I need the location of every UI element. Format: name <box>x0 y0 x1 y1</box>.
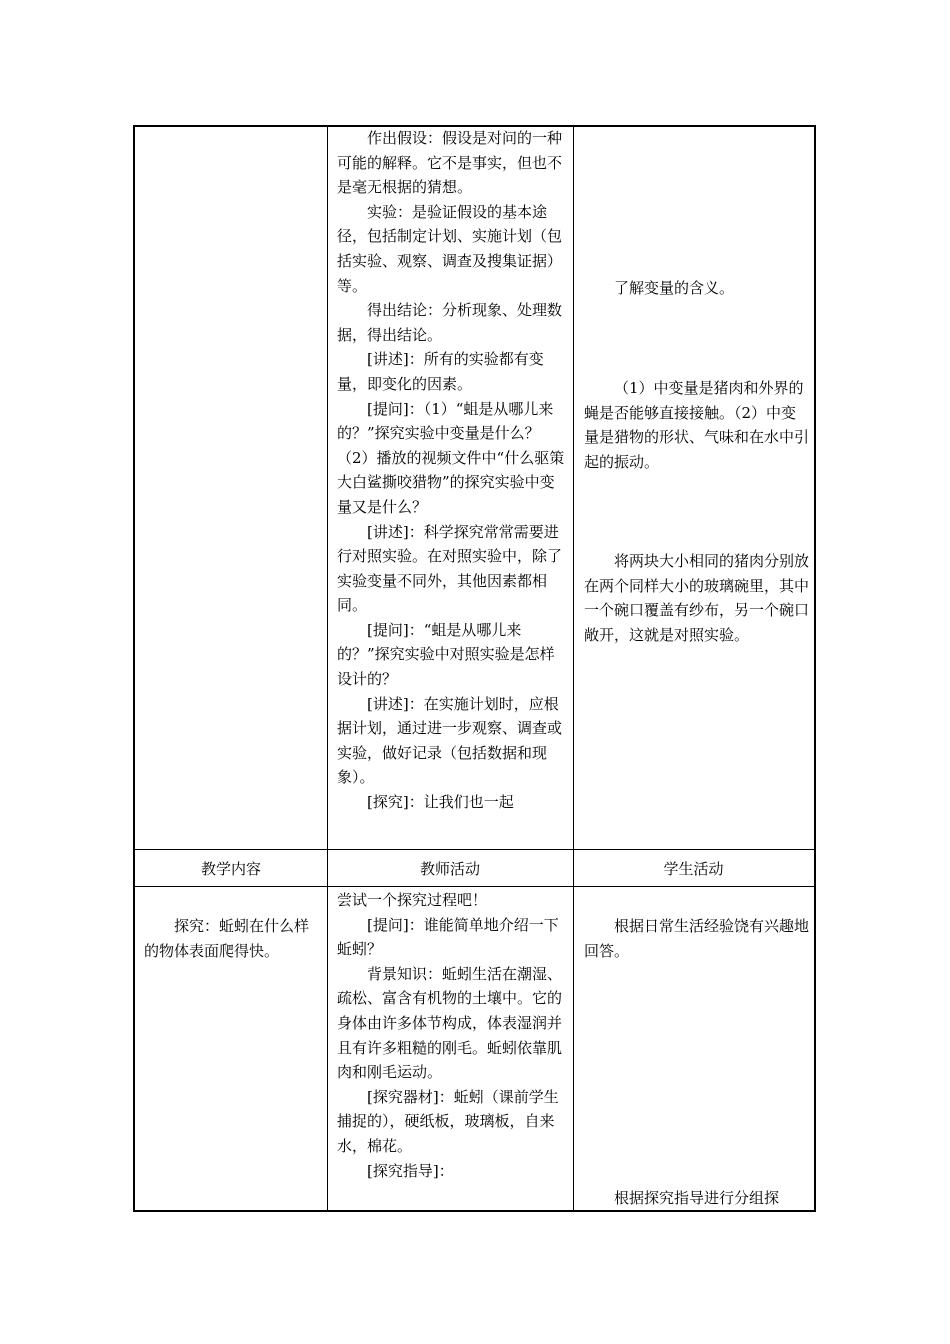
content-paragraph: 探究：蚯蚓在什么样的物体表面爬得快。 <box>144 917 310 960</box>
student-paragraph: 根据日常生活经验饶有兴趣地回答。 <box>584 917 810 960</box>
teacher-paragraph: 作出假设：假设是对问的一种可能的解释。它不是事实，但也不是毫无根据的猜想。 <box>337 129 563 197</box>
teacher-paragraph: [讲述]：在实施计划时，应根据计划，通过进一步观察、调查或实验，做好记录（包括数据和现象）。 <box>337 694 563 787</box>
teacher-paragraph: [探究]：让我们也一起 <box>367 793 514 812</box>
column-divider-2 <box>573 127 574 1210</box>
header-top-border <box>135 849 814 850</box>
bottom-row-teacher-cell <box>337 888 567 1183</box>
teacher-paragraph: [提问]：谁能简单地介绍一下蚯蚓？ <box>337 915 559 959</box>
header-teaching-content: 教学内容 <box>200 860 261 878</box>
student-paragraph: 将两块大小相同的猪肉分别放在两个同样大小的玻璃碗里，其中一个碗口覆盖有纱布，另一个碗口敞开，这就是对照实验。 <box>584 552 810 644</box>
teacher-paragraph: [讲述]：科学探究常常需要进行对照实验。在对照实验中，除了实验变量不同外，其他因素都相同。 <box>337 522 563 615</box>
top-row-student-cell-b <box>584 376 810 474</box>
column-divider-1 <box>327 127 328 1210</box>
lesson-table <box>133 125 816 1212</box>
bottom-row-student-cell-b <box>584 1186 810 1211</box>
teacher-paragraph: 尝试一个探究过程吧！ <box>337 891 488 909</box>
teacher-paragraph: [提问]：“蛆是从哪儿来的？”探究实验中对照实验是怎样设计的？ <box>337 620 555 689</box>
student-paragraph: （1）中变量是猪肉和外界的蝇是否能够直接接触。（2）中变量是猎物的形状、气味和在水中引起的振动。 <box>584 379 810 471</box>
teacher-paragraph: [探究器材]：蚯蚓（课前学生捕捉的），硬纸板，玻璃板，自来水，棉花。 <box>337 1087 559 1155</box>
top-row-teacher-cell <box>337 126 567 815</box>
bottom-row-content-cell <box>144 914 322 963</box>
teacher-paragraph: 得出结论：分析现象、处理数据，得出结论。 <box>337 301 563 344</box>
header-teacher-activity: 教师活动 <box>419 860 480 878</box>
header-bottom-border <box>135 886 814 887</box>
teacher-paragraph: 背景知识：蚯蚓生活在潮湿、疏松、富含有机物的土壤中。它的身体由许多体节构成，体表湿润并且有许多粗糙的刚毛。蚯蚓依靠肌肉和刚毛运动。 <box>337 964 563 1082</box>
student-paragraph: 了解变量的含义。 <box>614 279 735 297</box>
teacher-paragraph: [探究指导]： <box>367 1161 454 1180</box>
teacher-paragraph: [讲述]：所有的实验都有变量，即变化的因素。 <box>337 350 544 393</box>
teacher-paragraph: [提问]：（1）“蛆是从哪儿来的？”探究实验中变量是什么？（2）播放的视频文件中“什么驱策大白鲨撕咬猎物”的探究实验中变量又是什么？ <box>337 399 565 516</box>
teacher-paragraph: 实验：是验证假设的基本途径，包括制定计划、实施计划（包括实验、观察、调查及搜集证据）等。 <box>337 202 563 295</box>
top-row-content-cell <box>135 127 327 849</box>
top-row-student-cell-a <box>584 276 810 301</box>
student-paragraph: 根据探究指导进行分组探 <box>614 1189 780 1207</box>
bottom-row-student-cell-a <box>584 914 810 963</box>
header-student-activity: 学生活动 <box>663 860 724 878</box>
top-row-student-cell-c <box>584 549 810 647</box>
